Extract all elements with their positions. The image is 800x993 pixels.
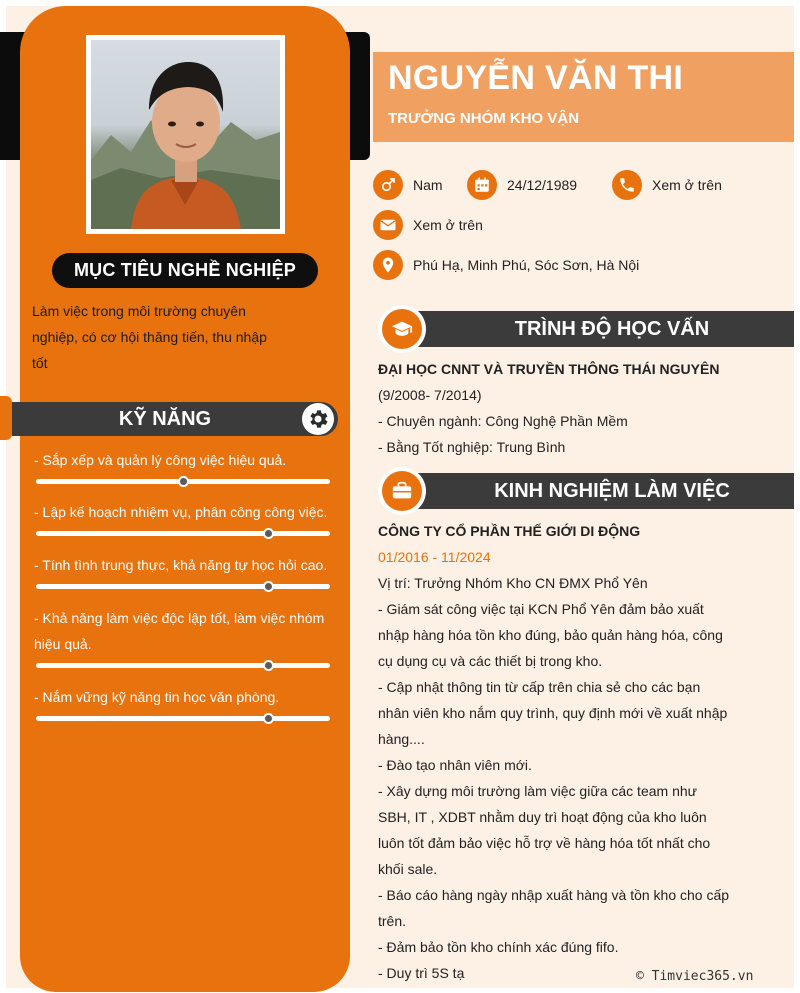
avatar-illustration: [91, 40, 280, 229]
location-pin-icon: [373, 250, 403, 280]
briefcase-icon: [378, 467, 426, 515]
duty-item: - Cập nhật thông tin từ cấp trên chia sẻ cho các bạn nhân viên kho nắm quy trình, quy định mới về xuất nhập hàng....: [378, 679, 728, 747]
skill-level-bar: [36, 479, 330, 484]
objective-heading: MỤC TIÊU NGHỀ NGHIỆP: [52, 253, 318, 288]
education-heading-label: TRÌNH ĐỘ HỌC VẤN: [514, 317, 710, 340]
company-name: CÔNG TY CỔ PHẦN THẾ GIỚI DI ĐỘNG: [378, 523, 641, 539]
address-value: Phú Hạ, Minh Phú, Sóc Sơn, Hà Nội: [413, 257, 640, 273]
watermark-copyright: © Timviec365.vn: [636, 969, 754, 984]
education-heading: [390, 311, 794, 347]
experience-heading-label: KINH NGHIỆM LÀM VIỆC: [494, 479, 730, 502]
duty-item: - Xây dựng môi trường làm việc giữa các team như SBH, IT , XDBT nhằm duy trì hoạt động của kho luôn luôn tốt đảm bảo việc hỗ trợ về hàng hóa tốt nhất cho khối sale.: [378, 783, 711, 877]
skill-level-bar: [36, 531, 330, 536]
gender-icon: [373, 170, 403, 200]
phone-value: Xem ở trên: [652, 177, 722, 193]
decorative-notch: [0, 396, 12, 440]
skill-level-bar: [36, 584, 330, 589]
skill-level-knob: [178, 476, 189, 487]
email-value: Xem ở trên: [413, 217, 483, 233]
education-grade: - Bằng Tốt nghiệp: Trung Bình: [378, 439, 566, 455]
skill-level-bar: [36, 716, 330, 721]
experience-heading: [390, 473, 794, 509]
skill-item-label: - Khả năng làm việc độc lập tốt, làm việc nhóm hiệu quả.: [34, 610, 325, 652]
work-period: 01/2016 - 11/2024: [378, 549, 491, 565]
education-period: (9/2008- 7/2014): [378, 387, 482, 403]
duty-item: - Báo cáo hàng ngày nhập xuất hàng và tồn kho cho cấp trên.: [378, 887, 730, 929]
skills-heading: [12, 402, 338, 436]
job-title: TRƯỞNG NHÓM KHO VẬN: [388, 110, 580, 127]
duty-item: - Giám sát công việc tại KCN Phổ Yên đảm bảo xuất nhập hàng hóa tồn kho đúng, bảo quản hàng hóa, công cụ dụng cụ và các thiết bị trong kho.: [378, 601, 723, 669]
skill-item-label: - Lập kế hoạch nhiệm vụ, phân công công việc.: [34, 504, 328, 520]
education-details: [378, 356, 738, 460]
avatar: [91, 40, 280, 229]
duty-item: - Đảm bảo tồn kho chính xác đúng fifo.: [378, 939, 619, 955]
skill-item-label: - Nắm vững kỹ năng tin học văn phòng.: [34, 689, 280, 705]
calendar-icon: [467, 170, 497, 200]
skill-level-bar: [36, 663, 330, 668]
skill-item-label: - Tính tình trung thực, khả năng tự học hỏi cao.: [34, 557, 328, 573]
gear-icon: [302, 403, 334, 435]
graduation-cap-icon: [378, 305, 426, 353]
skill-item-label: - Sắp xếp và quản lý công việc hiệu quả.: [34, 452, 287, 468]
education-major: - Chuyên ngành: Công Nghệ Phần Mềm: [378, 413, 628, 429]
duty-item: - Đào tạo nhân viên mới.: [378, 757, 532, 773]
school-name: ĐẠI HỌC CNNT VÀ TRUYỀN THÔNG THÁI NGUYÊN: [378, 361, 720, 377]
birthday-value: 24/12/1989: [507, 177, 578, 193]
phone-icon: [612, 170, 642, 200]
email-icon: [373, 210, 403, 240]
skills-heading-label: KỸ NĂNG: [118, 407, 212, 430]
work-position: Vị trí: Trưởng Nhóm Kho CN ĐMX Phổ Yên: [378, 575, 648, 591]
avatar-frame: [86, 35, 285, 234]
experience-details: [378, 518, 730, 986]
objective-text: Làm việc trong môi trường chuyên nghiệp, có cơ hội thăng tiến, thu nhập tốt: [32, 303, 267, 371]
gender-value: Nam: [413, 177, 443, 193]
candidate-name: NGUYỄN VĂN THI: [388, 59, 684, 97]
duty-item: - Duy trì 5S tạ: [378, 965, 465, 981]
